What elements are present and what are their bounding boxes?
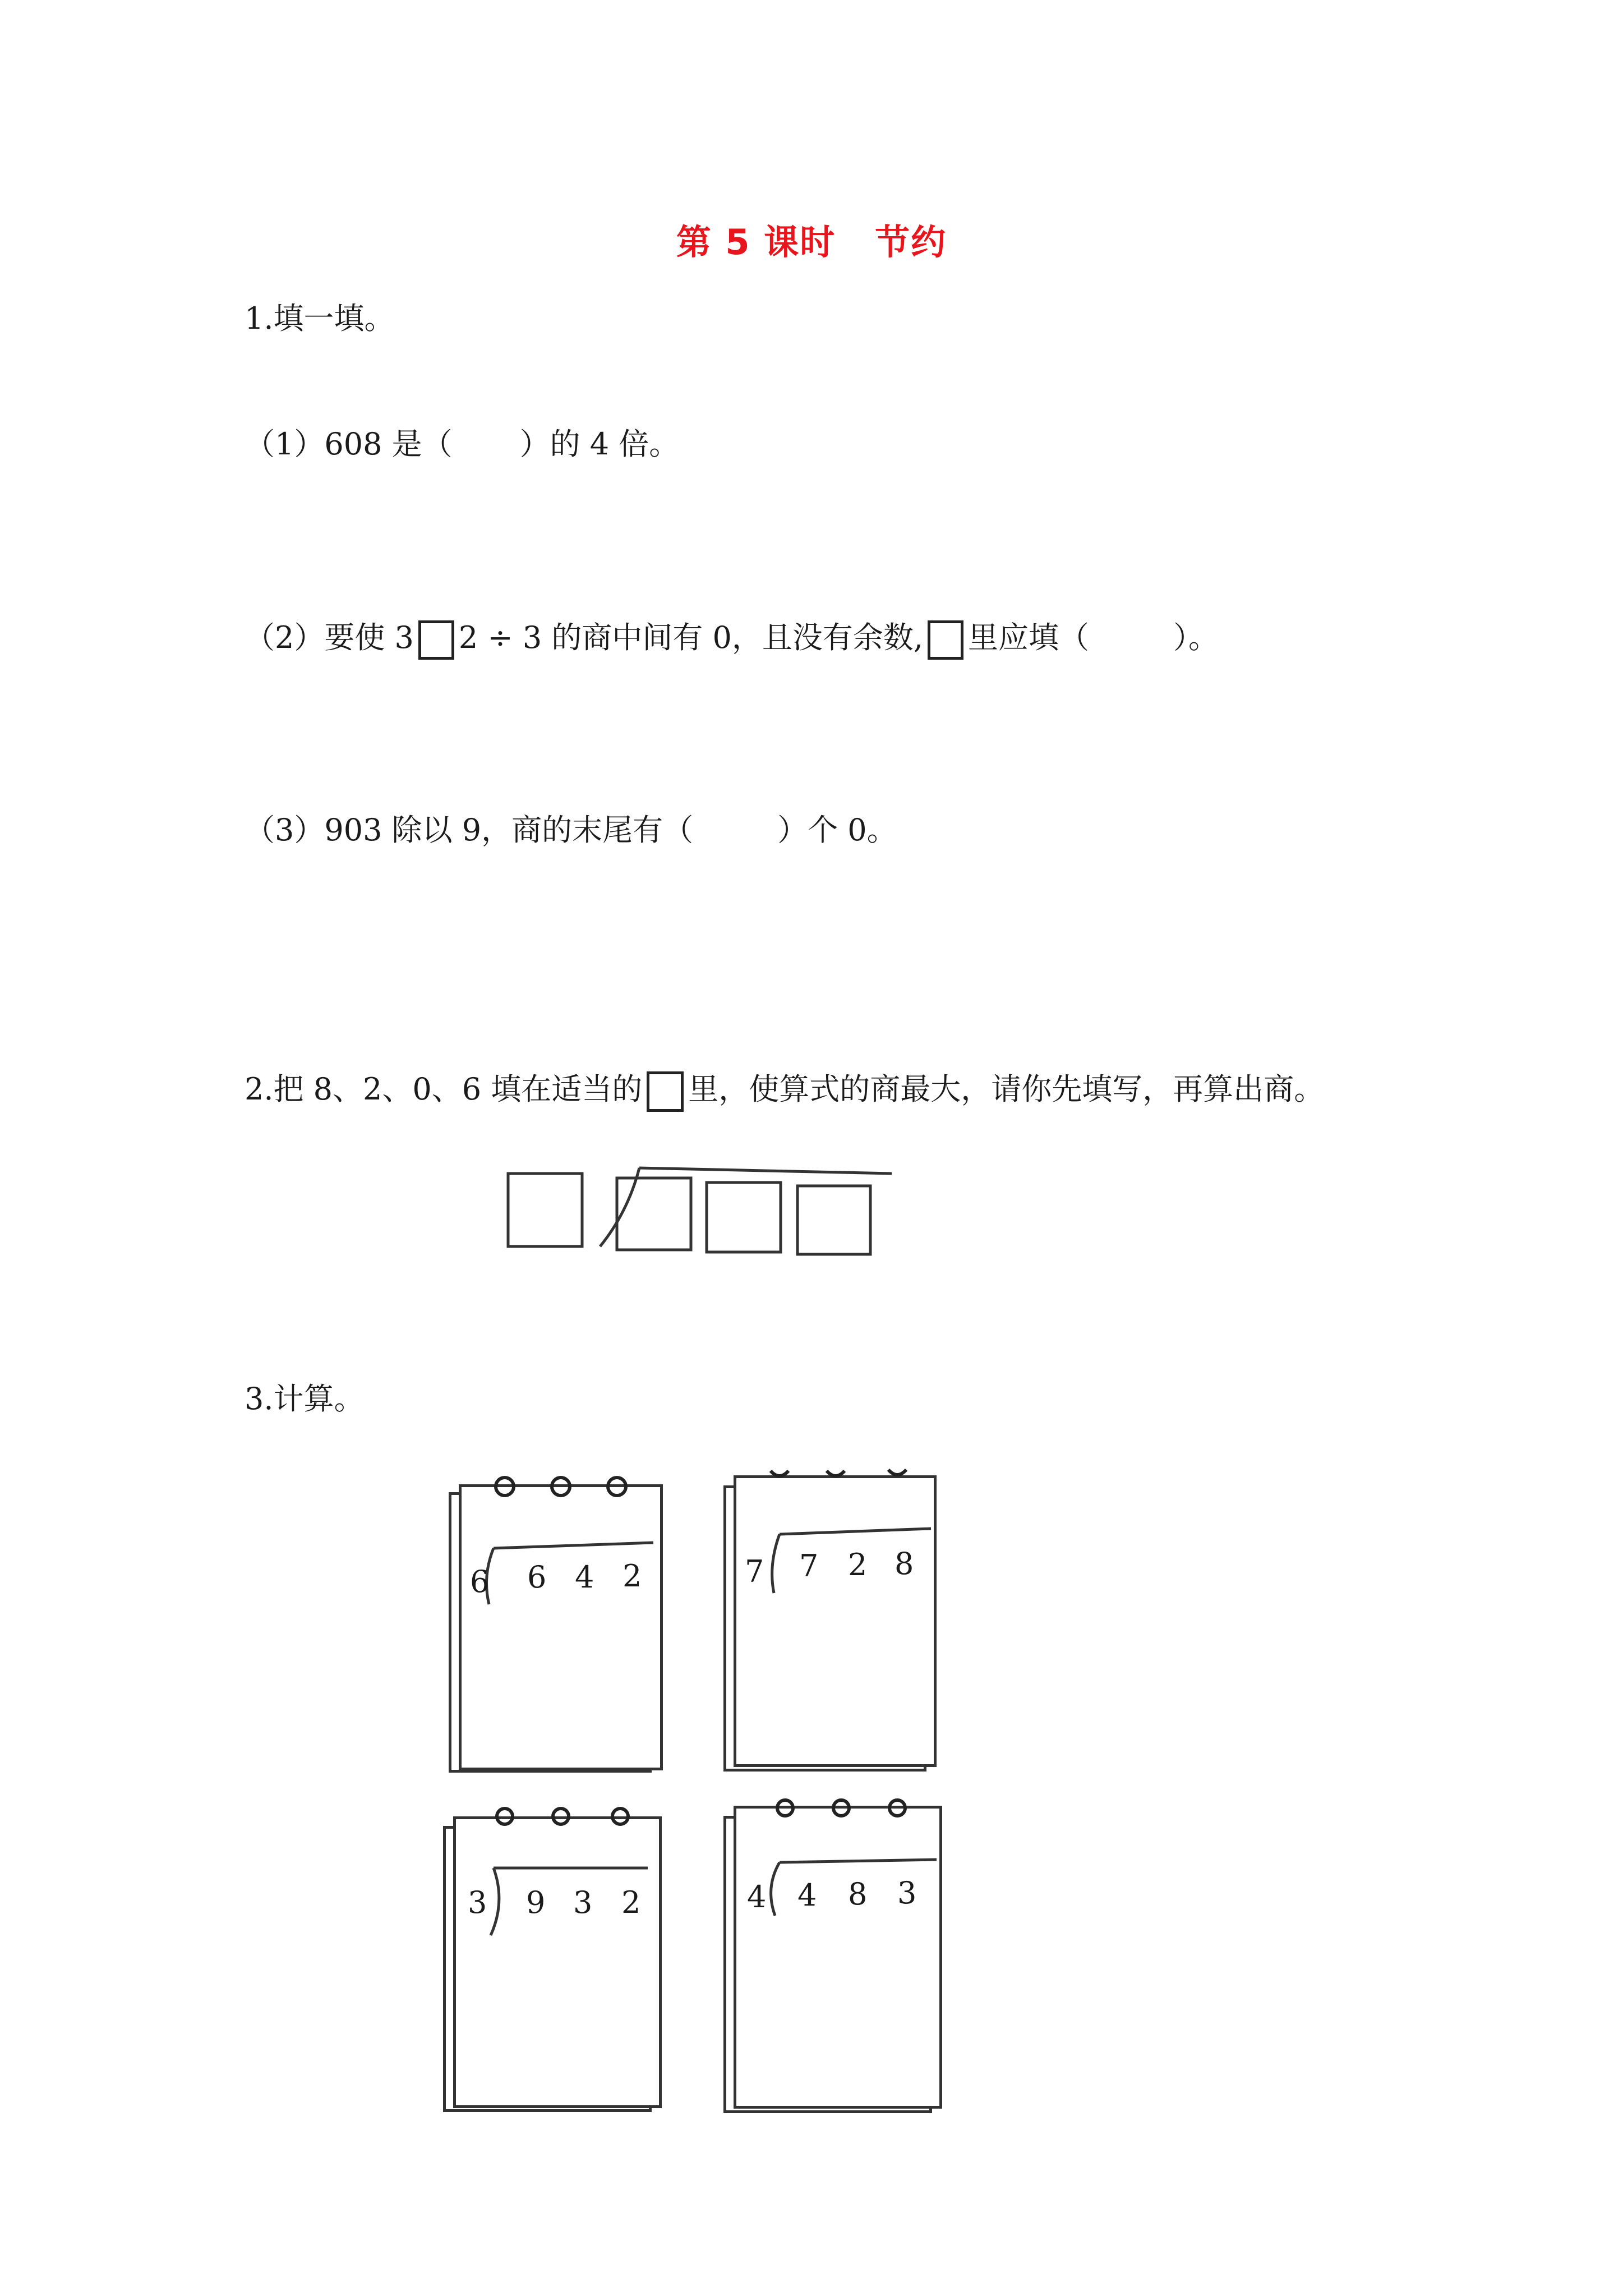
dividend-digit: 2 <box>848 1547 868 1582</box>
divisor-box[interactable] <box>508 1174 582 1246</box>
dividend-box-3[interactable] <box>797 1186 870 1254</box>
notepad-rings <box>443 1784 667 2120</box>
lesson-topic: 节约 <box>875 222 947 263</box>
dividend-digit: 3 <box>573 1885 593 1920</box>
dividend-digit: 2 <box>621 1885 641 1920</box>
digit-box-ref <box>647 1071 684 1112</box>
division-bar <box>639 1168 892 1174</box>
notepad-4 <box>723 1781 948 2123</box>
q1-heading: 1.填一填。 <box>245 301 395 336</box>
digit-box-ref <box>928 620 963 660</box>
notepad-3 <box>443 1784 667 2120</box>
dividend-box-2[interactable] <box>707 1182 781 1252</box>
divisor: 4 <box>747 1879 767 1915</box>
dividend-digit: 6 <box>527 1559 547 1595</box>
notepad-rings <box>449 1464 667 1778</box>
notepad-2 <box>723 1458 942 1778</box>
notepad-rings <box>723 1781 948 2123</box>
page-title <box>0 214 1623 264</box>
dividend-digit: 4 <box>797 1878 817 1913</box>
lesson-number: 第 5 课时 <box>676 222 836 263</box>
notepad-rings <box>723 1458 942 1778</box>
divisor: 3 <box>468 1885 487 1920</box>
digit-box[interactable] <box>418 620 454 660</box>
q1-item-1: （1）608 是（ ）的 4 倍。 <box>245 426 680 462</box>
divisor: 7 <box>745 1554 764 1589</box>
dividend-digit: 2 <box>623 1558 642 1594</box>
dividend-box-1[interactable] <box>617 1178 691 1250</box>
dividend-digit: 8 <box>895 1546 914 1581</box>
q2-heading: 2.把 8、2、0、6 填在适当的 里，使算式的商最大，请你先填写，再算出商。 <box>245 1071 1324 1112</box>
q2-division-template <box>505 1161 897 1268</box>
q3-heading: 3.计算。 <box>245 1381 365 1416</box>
dividend-digit: 3 <box>897 1875 917 1911</box>
division-bracket <box>600 1168 639 1246</box>
dividend-digit: 9 <box>526 1885 546 1920</box>
q1-item-2: （2）要使 3 2 ÷ 3 的商中间有 0，且没有余数, 里应填（ ）。 <box>245 620 1219 660</box>
dividend-digit: 8 <box>848 1876 868 1912</box>
notepad-1 <box>449 1464 667 1778</box>
dividend-digit: 4 <box>575 1559 594 1595</box>
q1-item-3: （3）903 除以 9，商的末尾有（ ）个 0。 <box>245 812 897 848</box>
divisor: 6 <box>470 1564 490 1599</box>
dividend-digit: 7 <box>799 1548 819 1584</box>
